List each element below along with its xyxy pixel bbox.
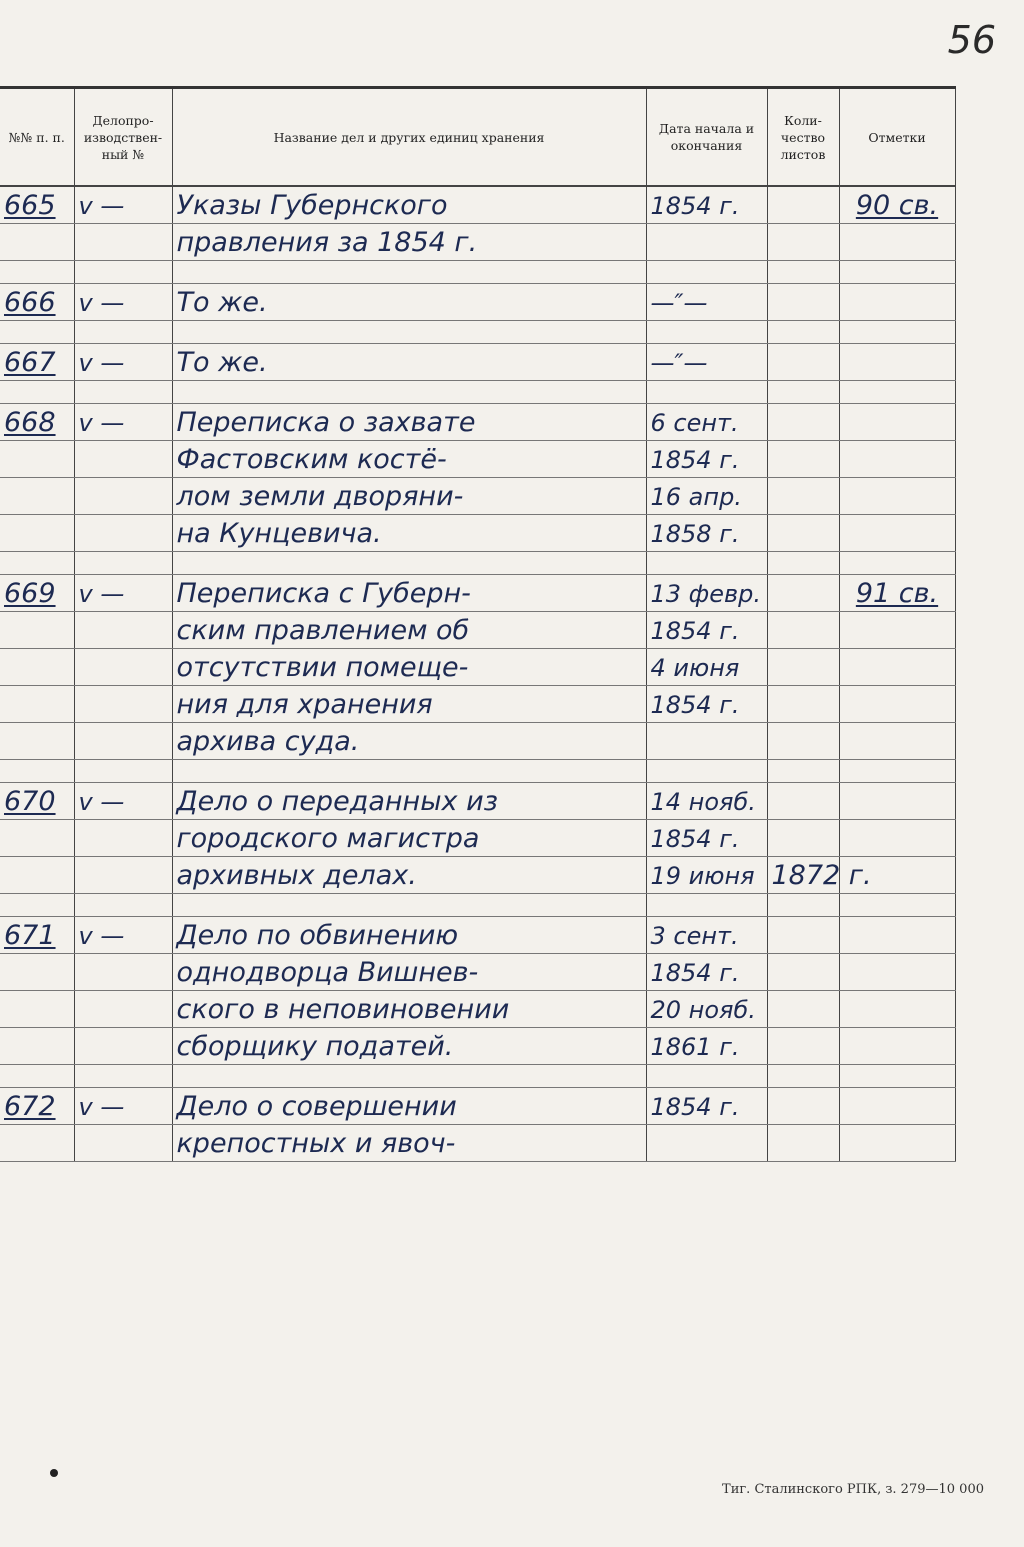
cell-num — [0, 954, 74, 991]
spacer-row — [0, 1065, 955, 1088]
cell-title: отсутствии помеще- — [172, 649, 646, 686]
cell-sheets: 1872 г. — [767, 857, 839, 894]
spacer-row — [0, 760, 955, 783]
cell-sheets — [767, 917, 839, 954]
cell-marks — [839, 649, 955, 686]
cell-dates: 6 сент. — [646, 404, 767, 441]
spacer-cell — [767, 552, 839, 575]
cell-dash: v — — [74, 917, 172, 954]
cell-title: Указы Губернского — [172, 186, 646, 224]
table-row — [0, 575, 955, 612]
cell-dash — [74, 224, 172, 261]
cell-title: однодворца Вишнев- — [172, 954, 646, 991]
spacer-cell — [646, 261, 767, 284]
table-row — [0, 1088, 955, 1125]
cell-num — [0, 224, 74, 261]
cell-dates: 20 нояб. — [646, 991, 767, 1028]
cell-dates: 4 июня — [646, 649, 767, 686]
cell-marks: 90 св. — [839, 186, 955, 224]
cell-dash — [74, 820, 172, 857]
cell-title: Дело по обвинению — [172, 917, 646, 954]
cell-marks — [839, 344, 955, 381]
table-row — [0, 686, 955, 723]
cell-dash — [74, 857, 172, 894]
cell-sheets — [767, 441, 839, 478]
cell-dash: v — — [74, 186, 172, 224]
cell-dates: 1854 г. — [646, 186, 767, 224]
cell-marks — [839, 954, 955, 991]
cell-num — [0, 478, 74, 515]
cell-title: архива суда. — [172, 723, 646, 760]
cell-dates: 13 февр. — [646, 575, 767, 612]
page-number: 56 — [947, 18, 996, 62]
spacer-cell — [839, 261, 955, 284]
table-row — [0, 991, 955, 1028]
register-body — [0, 186, 955, 1162]
cell-marks — [839, 686, 955, 723]
spacer-cell — [172, 1065, 646, 1088]
cell-dates: 16 апр. — [646, 478, 767, 515]
spacer-row — [0, 894, 955, 917]
table-row — [0, 478, 955, 515]
cell-marks — [839, 1088, 955, 1125]
cell-title: ского в неповиновении — [172, 991, 646, 1028]
cell-marks — [839, 478, 955, 515]
spacer-cell — [74, 261, 172, 284]
cell-dates: 1854 г. — [646, 1088, 767, 1125]
table-row — [0, 515, 955, 552]
cell-title: городского магистра — [172, 820, 646, 857]
cell-num — [0, 991, 74, 1028]
cell-dates: 1854 г. — [646, 441, 767, 478]
spacer-cell — [767, 1065, 839, 1088]
cell-dates: —″— — [646, 344, 767, 381]
cell-dash — [74, 723, 172, 760]
header-office-number: Делопро- изводствен- ный № — [74, 88, 172, 187]
table-row — [0, 917, 955, 954]
spacer-cell — [646, 321, 767, 344]
spacer-cell — [767, 894, 839, 917]
cell-sheets — [767, 224, 839, 261]
cell-marks: 91 св. — [839, 575, 955, 612]
cell-num — [0, 1125, 74, 1162]
header-sheets: Коли- чество листов — [767, 88, 839, 187]
cell-title: крепостных и явоч- — [172, 1125, 646, 1162]
cell-title: сборщику податей. — [172, 1028, 646, 1065]
spacer-cell — [172, 261, 646, 284]
cell-num: 667 — [0, 344, 74, 381]
cell-sheets — [767, 954, 839, 991]
cell-num — [0, 686, 74, 723]
cell-dash: v — — [74, 783, 172, 820]
spacer-cell — [74, 552, 172, 575]
cell-marks — [839, 404, 955, 441]
cell-dash — [74, 991, 172, 1028]
cell-dash — [74, 515, 172, 552]
cell-num — [0, 820, 74, 857]
cell-num — [0, 649, 74, 686]
cell-marks — [839, 441, 955, 478]
cell-num: 668 — [0, 404, 74, 441]
spacer-cell — [0, 1065, 74, 1088]
spacer-cell — [172, 552, 646, 575]
cell-sheets — [767, 515, 839, 552]
cell-sheets — [767, 649, 839, 686]
cell-dates: 14 нояб. — [646, 783, 767, 820]
table-row — [0, 723, 955, 760]
spacer-cell — [839, 321, 955, 344]
cell-dates — [646, 224, 767, 261]
cell-sheets — [767, 612, 839, 649]
cell-dash: v — — [74, 284, 172, 321]
cell-sheets — [767, 404, 839, 441]
cell-dash — [74, 1028, 172, 1065]
printer-imprint: Тиг. Сталинского РПК, з. 279—10 000 — [722, 1482, 984, 1497]
cell-num: 669 — [0, 575, 74, 612]
spacer-cell — [767, 321, 839, 344]
spacer-cell — [172, 760, 646, 783]
ink-dot — [50, 1469, 58, 1477]
cell-sheets — [767, 1028, 839, 1065]
cell-sheets — [767, 575, 839, 612]
cell-dash: v — — [74, 344, 172, 381]
spacer-cell — [839, 552, 955, 575]
cell-dates: 1861 г. — [646, 1028, 767, 1065]
spacer-cell — [767, 381, 839, 404]
spacer-cell — [74, 321, 172, 344]
cell-title: лом земли дворяни- — [172, 478, 646, 515]
cell-sheets — [767, 723, 839, 760]
cell-title: архивных делах. — [172, 857, 646, 894]
cell-dates: 1854 г. — [646, 686, 767, 723]
spacer-cell — [0, 261, 74, 284]
cell-marks — [839, 284, 955, 321]
table-row — [0, 344, 955, 381]
cell-sheets — [767, 991, 839, 1028]
header-dates: Дата начала и окончания — [646, 88, 767, 187]
cell-dash — [74, 441, 172, 478]
spacer-row — [0, 552, 955, 575]
spacer-cell — [0, 381, 74, 404]
spacer-cell — [839, 894, 955, 917]
cell-dash — [74, 686, 172, 723]
cell-marks — [839, 723, 955, 760]
spacer-cell — [74, 894, 172, 917]
spacer-cell — [0, 894, 74, 917]
spacer-cell — [646, 381, 767, 404]
table-row — [0, 649, 955, 686]
cell-sheets — [767, 686, 839, 723]
cell-dash — [74, 478, 172, 515]
cell-sheets — [767, 186, 839, 224]
header-marks: Отметки — [839, 88, 955, 187]
cell-title: То же. — [172, 344, 646, 381]
spacer-cell — [172, 894, 646, 917]
table-row — [0, 404, 955, 441]
table-row — [0, 783, 955, 820]
cell-title: ским правлением об — [172, 612, 646, 649]
cell-title: То же. — [172, 284, 646, 321]
spacer-cell — [0, 552, 74, 575]
cell-dash — [74, 1125, 172, 1162]
spacer-cell — [646, 1065, 767, 1088]
cell-marks — [839, 783, 955, 820]
cell-sheets — [767, 820, 839, 857]
table-row — [0, 1028, 955, 1065]
cell-title: Фастовским костё- — [172, 441, 646, 478]
table-row — [0, 224, 955, 261]
cell-sheets — [767, 478, 839, 515]
cell-num — [0, 612, 74, 649]
spacer-row — [0, 381, 955, 404]
spacer-cell — [0, 321, 74, 344]
cell-sheets — [767, 783, 839, 820]
table-row — [0, 441, 955, 478]
cell-num: 665 — [0, 186, 74, 224]
cell-dash: v — — [74, 404, 172, 441]
cell-dates: 1854 г. — [646, 820, 767, 857]
cell-dates: 19 июня — [646, 857, 767, 894]
cell-dash: v — — [74, 575, 172, 612]
cell-title: Дело о совершении — [172, 1088, 646, 1125]
spacer-cell — [767, 760, 839, 783]
cell-title: правления за 1854 г. — [172, 224, 646, 261]
table-row — [0, 1125, 955, 1162]
cell-marks — [839, 917, 955, 954]
register-table — [0, 86, 956, 1162]
cell-dates: 1858 г. — [646, 515, 767, 552]
spacer-cell — [74, 381, 172, 404]
spacer-cell — [646, 894, 767, 917]
table-row — [0, 857, 955, 894]
spacer-cell — [646, 760, 767, 783]
spacer-cell — [172, 321, 646, 344]
cell-title: на Кунцевича. — [172, 515, 646, 552]
cell-marks — [839, 820, 955, 857]
spacer-cell — [839, 381, 955, 404]
table-row — [0, 284, 955, 321]
cell-num — [0, 723, 74, 760]
cell-title: Переписка с Губерн- — [172, 575, 646, 612]
cell-num: 671 — [0, 917, 74, 954]
cell-num: 672 — [0, 1088, 74, 1125]
spacer-cell — [172, 381, 646, 404]
cell-title: Дело о переданных из — [172, 783, 646, 820]
table-row — [0, 612, 955, 649]
cell-sheets — [767, 1088, 839, 1125]
header-number: №№ п. п. — [0, 88, 74, 187]
spacer-row — [0, 261, 955, 284]
spacer-cell — [646, 552, 767, 575]
cell-marks — [839, 224, 955, 261]
spacer-cell — [839, 1065, 955, 1088]
cell-dash — [74, 612, 172, 649]
cell-dates — [646, 1125, 767, 1162]
table-row — [0, 186, 955, 224]
cell-sheets — [767, 284, 839, 321]
cell-dash: v — — [74, 1088, 172, 1125]
cell-dates: 1854 г. — [646, 954, 767, 991]
table-row — [0, 954, 955, 991]
cell-marks — [839, 612, 955, 649]
spacer-row — [0, 321, 955, 344]
cell-dash — [74, 954, 172, 991]
cell-title: Переписка о захвате — [172, 404, 646, 441]
cell-title: ния для хранения — [172, 686, 646, 723]
cell-dash — [74, 649, 172, 686]
cell-dates: 1854 г. — [646, 612, 767, 649]
cell-num — [0, 515, 74, 552]
table-row — [0, 820, 955, 857]
cell-marks — [839, 515, 955, 552]
spacer-cell — [74, 760, 172, 783]
spacer-cell — [839, 760, 955, 783]
spacer-cell — [767, 261, 839, 284]
cell-sheets — [767, 1125, 839, 1162]
cell-dates: 3 сент. — [646, 917, 767, 954]
spacer-cell — [74, 1065, 172, 1088]
cell-marks — [839, 1028, 955, 1065]
cell-num — [0, 441, 74, 478]
header-title: Название дел и других единиц хранения — [172, 88, 646, 187]
cell-dates — [646, 723, 767, 760]
cell-num — [0, 857, 74, 894]
cell-marks — [839, 1125, 955, 1162]
cell-dates: —″— — [646, 284, 767, 321]
header-row — [0, 88, 955, 187]
spacer-cell — [0, 760, 74, 783]
cell-marks — [839, 991, 955, 1028]
cell-num — [0, 1028, 74, 1065]
cell-num: 666 — [0, 284, 74, 321]
cell-sheets — [767, 344, 839, 381]
cell-num: 670 — [0, 783, 74, 820]
